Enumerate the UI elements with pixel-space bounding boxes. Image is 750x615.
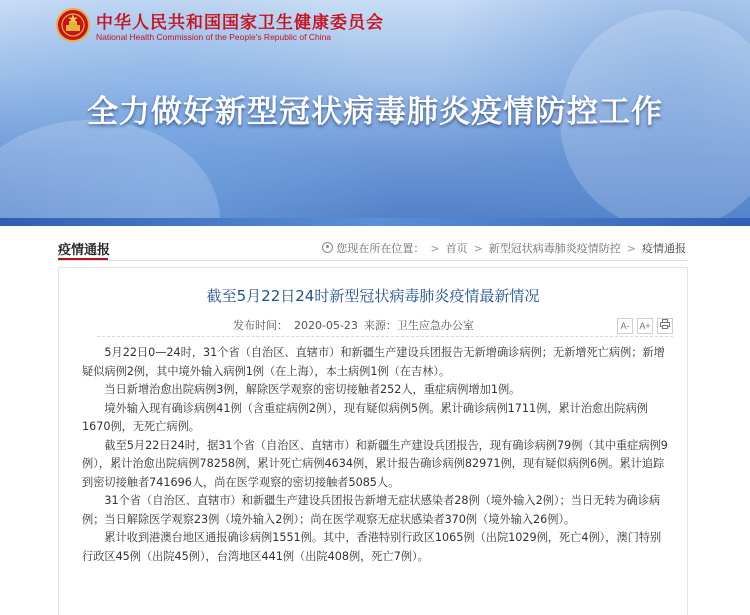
- breadcrumb-current[interactable]: 疫情通报: [642, 242, 686, 255]
- print-icon: [660, 319, 670, 329]
- page-headline: 全力做好新型冠状病毒肺炎疫情防控工作: [87, 94, 663, 130]
- header-banner: [0, 0, 750, 226]
- article-paragraph: 当日新增治愈出院病例3例，解除医学观察的密切接触者252人，重症病例增加1例。: [104, 383, 521, 396]
- breadcrumb-epidemic[interactable]: 新型冠状病毒肺炎疫情防控: [488, 242, 621, 255]
- article-tools: [613, 314, 673, 334]
- breadcrumb-home[interactable]: 首页: [445, 242, 468, 255]
- publish-label: 发布时间：: [233, 319, 288, 332]
- location-icon: [322, 242, 333, 253]
- article-source: 来源：卫生应急办公室: [363, 319, 474, 332]
- section-title: 疫情通报: [58, 243, 111, 258]
- font-decrease-button[interactable]: A-: [617, 318, 633, 334]
- font-increase-button[interactable]: A+: [637, 318, 653, 334]
- meta-divider: [97, 336, 673, 337]
- banner-decoration: [0, 120, 220, 226]
- breadcrumb-separator: >: [473, 242, 483, 255]
- breadcrumb-bar: [58, 234, 688, 261]
- publish-date: 2020-05-23: [294, 319, 358, 332]
- article-paragraph: 截至5月22日24时，据31个省（自治区、直辖市）和新疆生产建设兵团报告，现有确诊病例79例（其中重症病例9例），累计治愈出院病例78258例，累计死亡病例4634例，累计报告确诊病例82971例，现有疑似病例6例。累计追踪到密切接触者741696人，尚在医学观察的密切接触者5085人。: [82, 438, 668, 489]
- location-prefix: 您现在所在位置：: [336, 242, 425, 255]
- article-body: [82, 344, 672, 566]
- national-emblem-icon[interactable]: [56, 8, 90, 42]
- article-paragraph: 5月22日0—24时，31个省（自治区、直辖市）和新疆生产建设兵团报告无新增确诊病例；无新增死亡病例；新增疑似病例2例，其中境外输入病例1例（在上海），本土病例1例（在吉林）。: [82, 346, 665, 378]
- banner-divider: [0, 218, 750, 226]
- print-button[interactable]: [657, 318, 673, 334]
- org-name-cn[interactable]: 中华人民共和国国家卫生健康委员会: [96, 13, 384, 33]
- breadcrumb-separator: >: [430, 242, 440, 255]
- article-meta: [233, 317, 480, 333]
- article-paragraph: 31个省（自治区、直辖市）和新疆生产建设兵团报告新增无症状感染者28例（境外输入2例）；当日无转为确诊病例；当日解除医学观察23例（境外输入2例）；尚在医学观察无症状感染者370例（境外输入26例）。: [82, 494, 661, 526]
- org-name-en[interactable]: National Health Commission of the People's Republic of China: [96, 32, 332, 42]
- section-underline: [58, 258, 108, 260]
- article-title: 截至5月22日24时新型冠状病毒肺炎疫情最新情况: [206, 287, 540, 305]
- breadcrumb-separator: >: [626, 242, 636, 255]
- article-paragraph: 累计收到港澳台地区通报确诊病例1551例。其中，香港特别行政区1065例（出院1029例，死亡4例），澳门特别行政区45例（出院45例），台湾地区441例（出院408例，死亡7例）。: [82, 531, 662, 563]
- article-panel: [58, 267, 688, 615]
- article-paragraph: 境外输入现有确诊病例41例（含重症病例2例），现有疑似病例5例。累计确诊病例1711例，累计治愈出院病例1670例，无死亡病例。: [82, 401, 648, 433]
- breadcrumb: [322, 240, 686, 256]
